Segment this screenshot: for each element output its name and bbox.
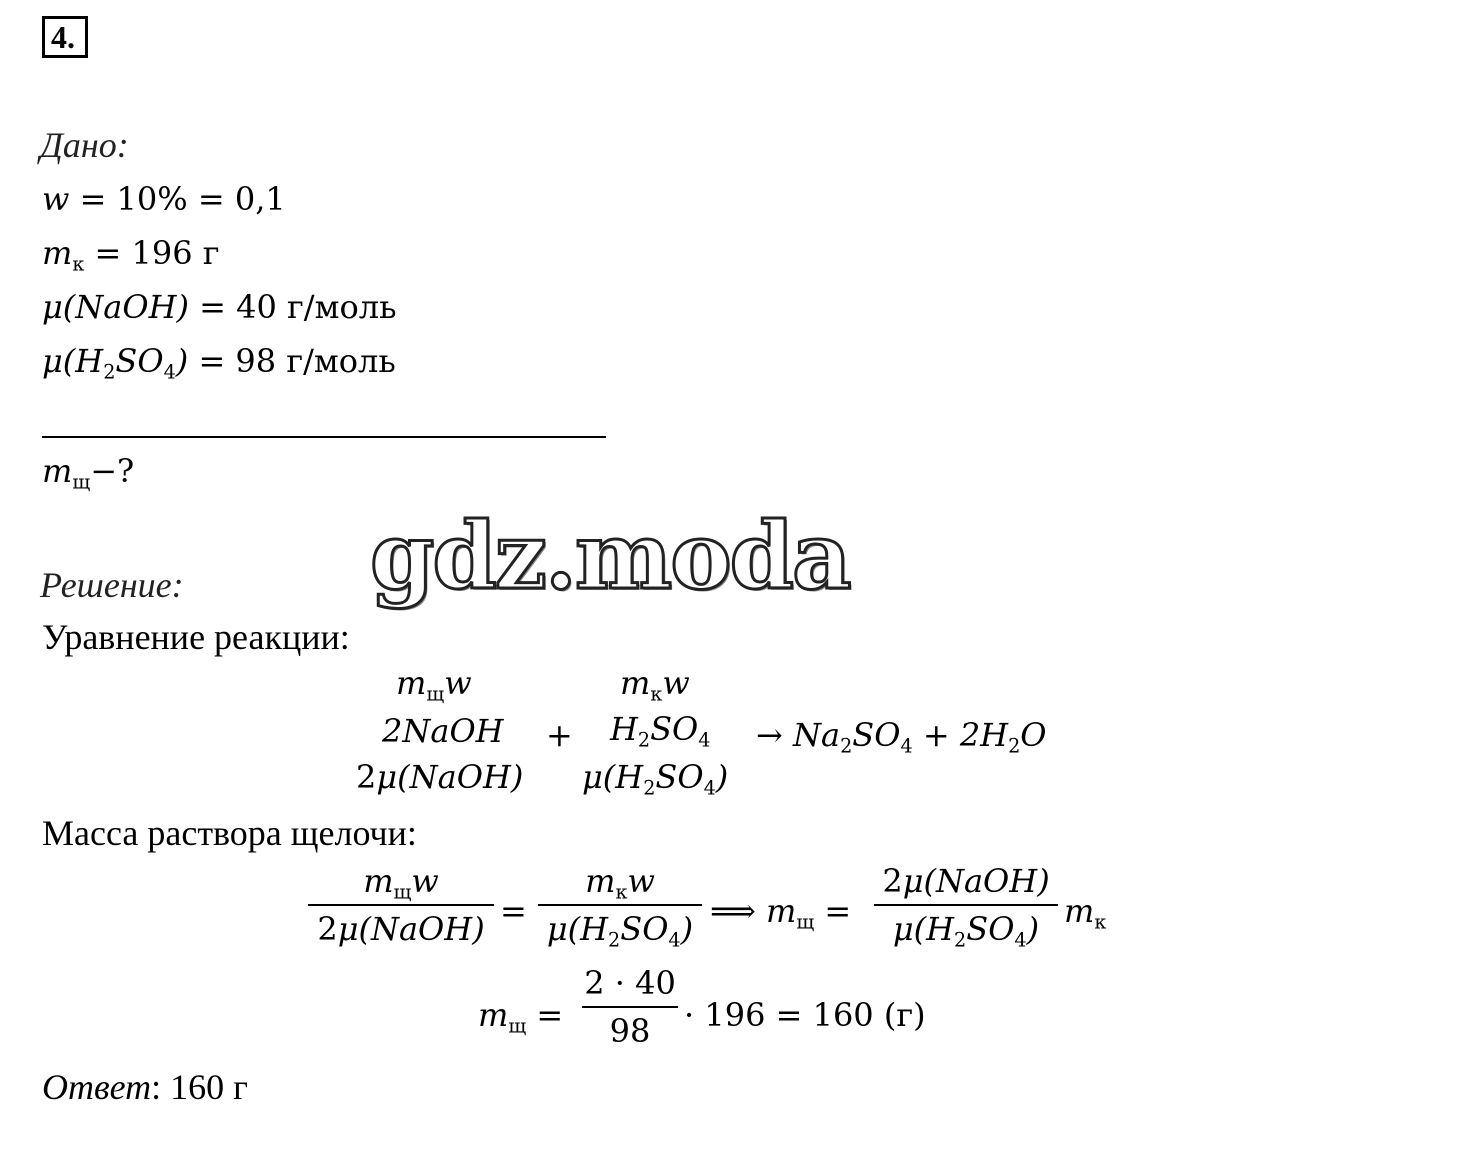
- calc-lhs: $m_щ$ =: [478, 996, 564, 1038]
- proportion-result-fraction: 2μ(NaOH) $\mu(H_2SO_4)$: [874, 862, 1058, 948]
- given-mu-naoh-value: = 40 г/моль: [199, 288, 397, 326]
- given-find: $m_щ-$?: [42, 452, 135, 494]
- given-mu-naoh: μ(NaOH) = 40 г/моль: [42, 288, 397, 326]
- proportion-implies: ⟹ $m_щ$ =: [710, 892, 852, 934]
- answer: [42, 1066, 248, 1108]
- given-mk: $m_к = 196$ г: [42, 234, 220, 276]
- given-divider: [42, 436, 606, 438]
- mass-label: Масса раствора щелочи:: [42, 813, 417, 853]
- reaction-annot-naoh-bottom: 2μ(NaOH): [356, 758, 524, 796]
- given-heading: Дано:: [40, 125, 129, 165]
- reaction-plus: +: [546, 716, 573, 754]
- problem-number: 4.: [42, 16, 88, 58]
- proportion-right-fraction: $m_кw$ $\mu(H_2SO_4)$: [538, 862, 702, 948]
- reaction-label: Уравнение реакции:: [42, 617, 350, 657]
- calc-rest: · 196 = 160 (г): [684, 996, 926, 1034]
- proportion-mk: $m_к$: [1064, 892, 1107, 934]
- calc-num: 2 · 40: [584, 964, 676, 1002]
- given-mu-h2so4-value: = 98 г/моль: [198, 342, 396, 380]
- given-mk-value: = 196 г: [94, 234, 220, 272]
- reaction-annot-h2so4-bottom: $\mu(H_2SO_4)$: [582, 758, 729, 800]
- calc-den: 98: [609, 1012, 651, 1050]
- solution-heading: Решение:: [40, 565, 184, 605]
- calc-fraction: [582, 964, 678, 1050]
- reaction-naoh: 2NaOH: [382, 712, 504, 750]
- answer-value: : 160 г: [151, 1067, 248, 1107]
- given-w: w = 10% = 0,1: [42, 180, 286, 218]
- reaction-annot-naoh-top: $m_щw$: [396, 664, 472, 706]
- proportion-equals-1: =: [500, 892, 527, 930]
- reaction-products: → $Na_2SO_4 + 2H_2O$: [756, 716, 1047, 758]
- given-w-value: = 10% = 0,1: [79, 180, 286, 218]
- given-find-value: −?: [90, 452, 135, 490]
- reaction-h2so4: $H_2SO_4$: [610, 710, 711, 752]
- given-mu-h2so4: $\mu(H_2SO_4) = 98$ г/моль: [42, 342, 396, 384]
- proportion-left-fraction: $m_щw$ 2μ(NaOH): [308, 862, 494, 948]
- reaction-annot-h2so4-top: $m_кw$: [620, 664, 690, 706]
- answer-label: Ответ: [42, 1067, 152, 1107]
- watermark-logo: gdz.moda: [370, 502, 850, 610]
